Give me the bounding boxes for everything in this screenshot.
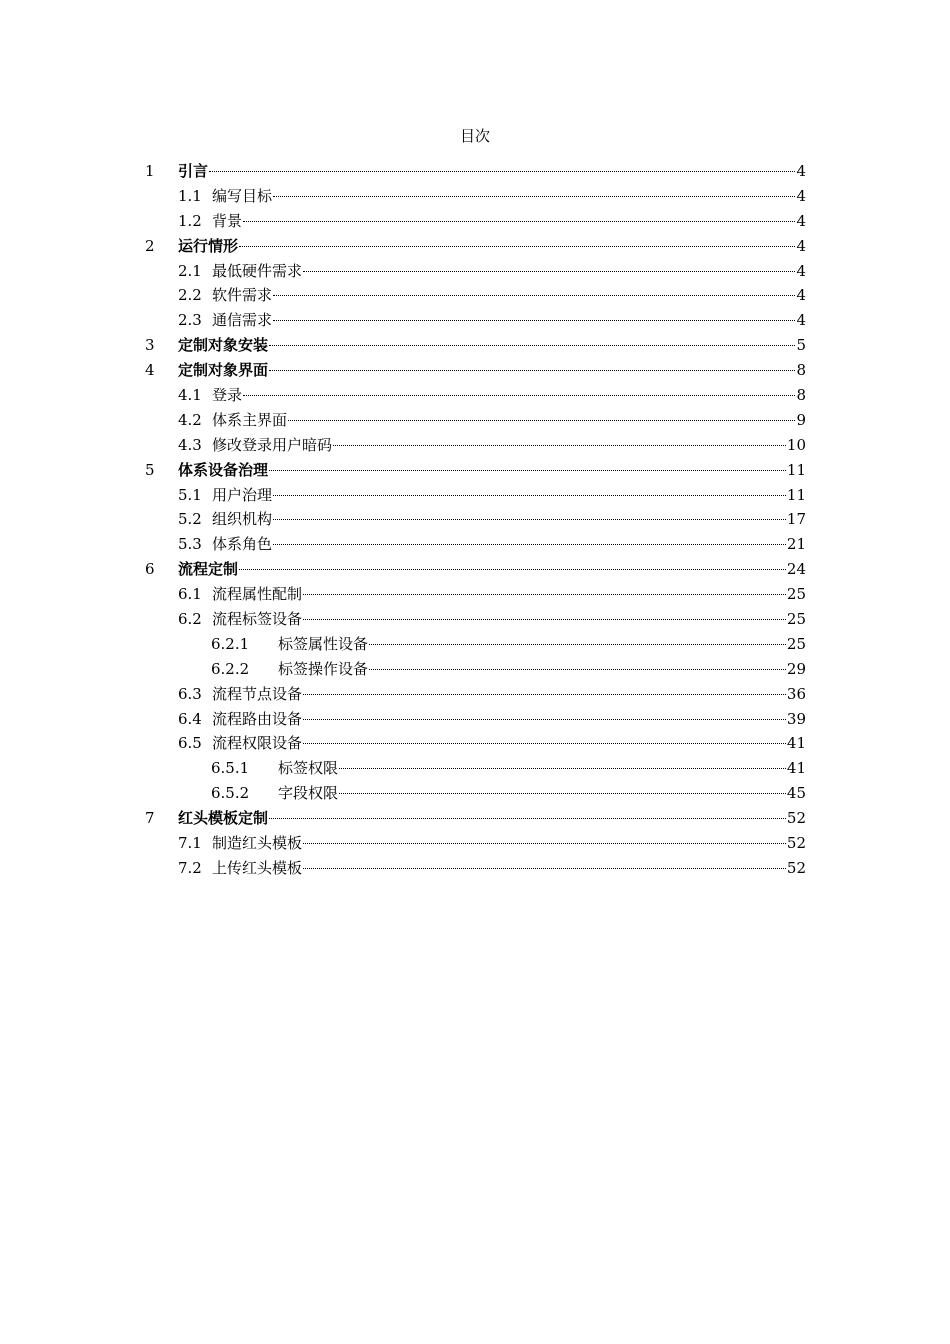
toc-entry[interactable] [145,209,806,234]
toc-entry-page: 41 [786,759,806,778]
toc-entry-page: 9 [796,410,806,429]
toc-entry-number: 6.2 [178,610,202,629]
toc-dot-leader [288,420,795,421]
toc-entry-title: 通信需求 [212,311,273,330]
toc-entry-number: 7.1 [178,834,202,853]
toc-entry[interactable] [145,283,806,308]
toc-entry-title: 上传红头模板 [212,858,303,877]
toc-entry[interactable] [145,184,806,209]
toc-dot-leader [369,644,786,645]
toc-entry-title: 流程节点设备 [212,684,303,703]
toc-entry-number: 6.2.1 [211,634,250,653]
toc-entry[interactable] [145,383,806,408]
toc-dot-leader [273,196,795,197]
toc-entry-page: 4 [796,211,806,230]
toc-dot-leader [269,470,786,471]
toc-entry-page: 10 [786,435,806,454]
toc-entry-number: 5 [145,460,155,479]
toc-entry[interactable] [145,682,806,707]
toc-dot-leader [303,619,786,620]
toc-entry-page: 25 [786,610,806,629]
toc-dot-leader [273,295,795,296]
toc-entry-title: 流程属性配制 [212,585,303,604]
toc-entry-number: 6.3 [178,684,202,703]
toc-entry[interactable] [145,707,806,732]
toc-dot-leader [269,370,795,371]
toc-entry-number: 6.2.2 [211,659,250,678]
toc-entry-number: 2 [145,236,155,255]
toc-entry[interactable] [145,159,806,184]
toc-entry-title: 体系角色 [212,535,273,554]
toc-entry-title: 软件需求 [212,286,273,305]
toc-dot-leader [269,345,795,346]
toc-entry-title: 流程权限设备 [212,734,303,753]
toc-entry-number: 2.3 [178,311,202,330]
toc-dot-leader [369,669,786,670]
toc-entry-page: 4 [796,261,806,280]
toc-entry[interactable] [145,607,806,632]
toc-entry-page: 36 [786,684,806,703]
toc-entry-number: 6.5.1 [211,759,250,778]
toc-entry-page: 4 [796,286,806,305]
toc-entry-page: 52 [786,809,806,828]
toc-entry-title: 流程定制 [178,560,239,579]
toc-entry[interactable] [145,433,806,458]
toc-entry-title: 最低硬件需求 [212,261,303,280]
toc-entry-title: 定制对象安装 [178,336,269,355]
toc-entry[interactable] [145,731,806,756]
toc-dot-leader [333,445,786,446]
toc-entry-title: 体系设备治理 [178,460,269,479]
toc-entry[interactable] [145,234,806,259]
toc-entry-title: 红头模板定制 [178,809,269,828]
toc-dot-leader [303,719,786,720]
toc-dot-leader [303,694,786,695]
toc-entry[interactable] [145,308,806,333]
toc-entry[interactable] [145,532,806,557]
toc-entry-page: 21 [786,535,806,554]
toc-entry-title: 用户治理 [212,485,273,504]
toc-entry[interactable] [145,557,806,582]
toc-dot-leader [273,495,786,496]
toc-entry-page: 45 [786,784,806,803]
toc-entry-page: 8 [796,361,806,380]
toc-entry-page: 41 [786,734,806,753]
toc-entry-number: 1.2 [178,211,202,230]
toc-entry-page: 29 [786,659,806,678]
toc-entry-page: 25 [786,585,806,604]
toc-entry-number: 6.1 [178,585,202,604]
toc-entry-title: 体系主界面 [212,410,288,429]
toc-entry-title: 编写目标 [212,186,273,205]
toc-entry-number: 1.1 [178,186,202,205]
toc-dot-leader [273,320,795,321]
toc-dot-leader [303,743,786,744]
toc-entry-page: 4 [796,186,806,205]
toc-entry-number: 6.4 [178,709,202,728]
toc-entry-number: 7.2 [178,858,202,877]
toc-entry-number: 6 [145,560,155,579]
toc-entry-title: 运行情形 [178,236,239,255]
toc-entry[interactable] [145,582,806,607]
toc-entry-number: 4.3 [178,435,202,454]
toc-dot-leader [273,544,786,545]
toc-entry[interactable] [145,259,806,284]
toc-entry-title: 标签操作设备 [278,659,369,678]
toc-entry[interactable] [145,856,806,881]
toc-entry-title: 组织机构 [212,510,273,529]
toc-dot-leader [303,868,786,869]
toc-entry-page: 25 [786,634,806,653]
toc-dot-leader [339,768,786,769]
toc-entry[interactable] [145,632,806,657]
toc-entry[interactable] [145,358,806,383]
toc-entry[interactable] [145,781,806,806]
toc-entry[interactable] [145,458,806,483]
toc-entry-page: 8 [796,386,806,405]
toc-entry-number: 5.3 [178,535,202,554]
toc-entry-title: 流程路由设备 [212,709,303,728]
toc-entry-number: 4.2 [178,410,202,429]
toc-entry-title: 标签权限 [278,759,339,778]
table-of-contents [145,159,806,881]
toc-entry[interactable] [145,756,806,781]
toc-entry-page: 5 [796,336,806,355]
toc-entry-title: 字段权限 [278,784,339,803]
toc-entry-page: 4 [796,311,806,330]
toc-title: 目次 [459,127,490,145]
toc-entry-title: 定制对象界面 [178,361,269,380]
toc-entry-page: 52 [786,858,806,877]
toc-entry-page: 11 [786,485,806,504]
toc-entry-number: 1 [145,162,155,180]
toc-entry[interactable] [145,507,806,532]
toc-entry-page: 24 [786,560,806,579]
toc-entry-title: 流程标签设备 [212,610,303,629]
toc-entry[interactable] [145,806,806,831]
toc-entry-title: 登录 [212,386,243,405]
toc-entry-number: 4 [145,361,155,380]
toc-entry-number: 7 [145,809,155,828]
toc-entry-page: 17 [786,510,806,529]
toc-entry[interactable] [145,333,806,358]
toc-entry[interactable] [145,657,806,682]
toc-entry[interactable] [145,408,806,433]
toc-dot-leader [303,271,795,272]
toc-dot-leader [303,843,786,844]
toc-dot-leader [273,519,786,520]
toc-entry-number: 6.5 [178,734,202,753]
toc-entry-number: 4.1 [178,386,202,405]
toc-entry-page: 52 [786,834,806,853]
toc-entry-page: 4 [796,236,806,255]
toc-entry-number: 2.1 [178,261,202,280]
toc-dot-leader [239,569,786,570]
toc-entry-page: 4 [796,162,806,180]
toc-dot-leader [243,221,795,222]
toc-entry-number: 2.2 [178,286,202,305]
toc-entry[interactable] [145,483,806,508]
toc-entry-title: 制造红头模板 [212,834,303,853]
toc-dot-leader [269,818,786,819]
toc-entry-page: 11 [786,460,806,479]
toc-entry-page: 39 [786,709,806,728]
toc-entry-number: 5.1 [178,485,202,504]
toc-dot-leader [303,594,786,595]
toc-dot-leader [243,395,795,396]
toc-entry-number: 6.5.2 [211,784,250,803]
toc-entry-number: 3 [145,336,155,355]
toc-dot-leader [339,793,786,794]
toc-dot-leader [239,246,795,247]
toc-entry-title: 修改登录用户暗码 [212,435,333,454]
toc-entry[interactable] [145,831,806,856]
toc-entry-title: 引言 [178,162,209,180]
toc-entry-number: 5.2 [178,510,202,529]
toc-entry-title: 标签属性设备 [278,634,369,653]
toc-dot-leader [209,171,795,172]
toc-entry-title: 背景 [212,211,243,230]
